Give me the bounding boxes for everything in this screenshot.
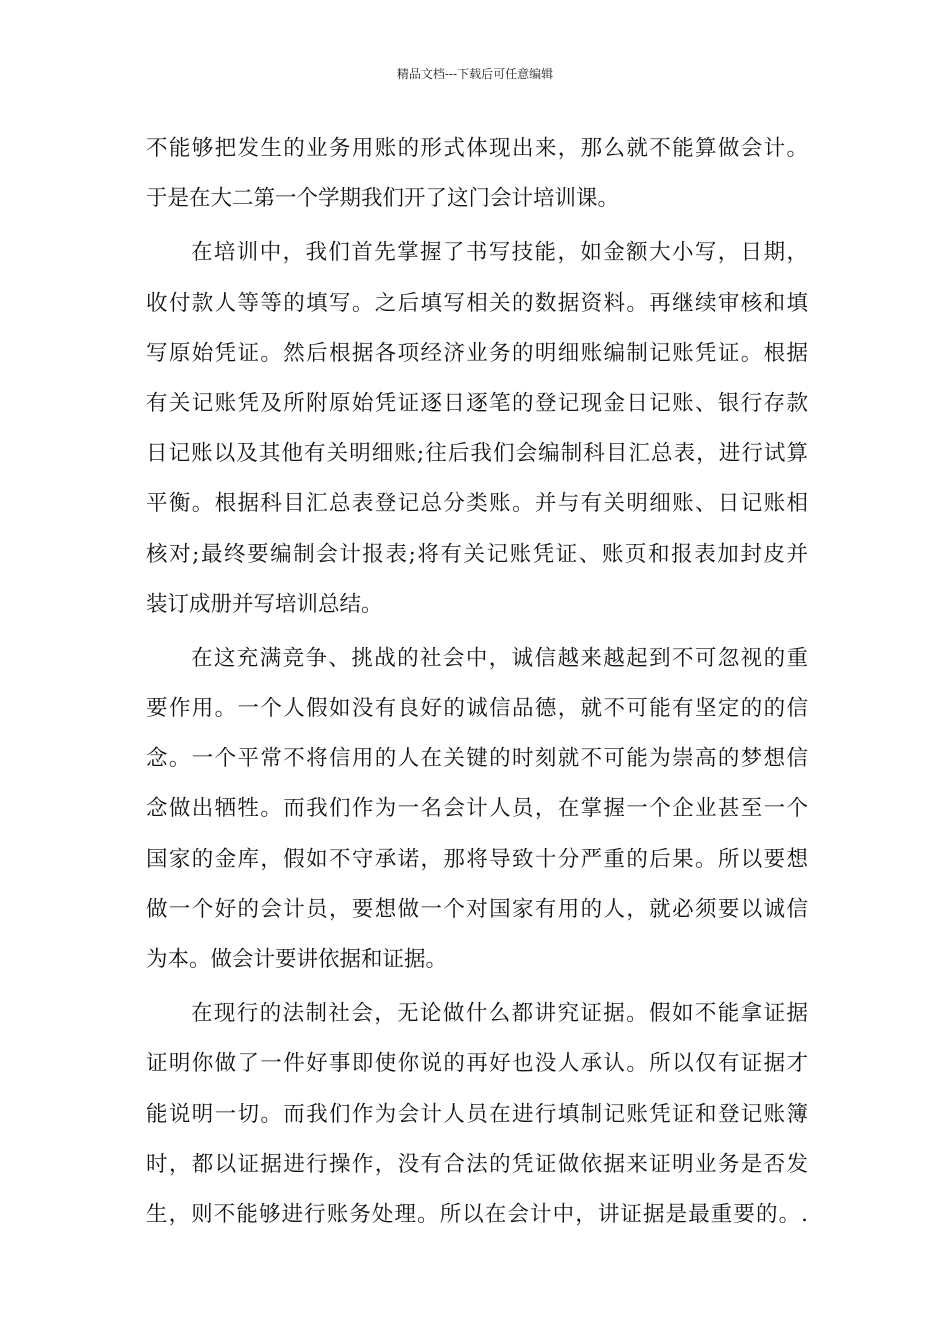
text-line: 做一个好的会计员，要想做一个对国家有用的人，就必须要以诚信 — [146, 896, 808, 922]
document-body — [146, 126, 808, 1242]
text-line: 为本。做会计要讲依据和证据。 — [146, 947, 448, 972]
text-line: 在培训中，我们首先掌握了书写技能，如金额大小写，日期， — [191, 240, 808, 266]
text-line: 收付款人等等的填写。之后填写相关的数据资料。再继续审核和填 — [146, 290, 808, 316]
text-line: 装订成册并写培训总结。 — [146, 591, 383, 617]
text-line: 生，则不能够进行账务处理。所以在会计中，讲证据是最重要的。. — [146, 1201, 808, 1227]
text-line: 能说明一切。而我们作为会计人员在进行填制记账凭证和登记账簿 — [146, 1101, 808, 1127]
text-line: 念。一个平常不将信用的人在关键的时刻就不可能为崇高的梦想信 — [146, 746, 808, 772]
text-line: 时，都以证据进行操作，没有合法的凭证做依据来证明业务是否发 — [146, 1151, 808, 1177]
text-line: 证明你做了一件好事即使你说的再好也没人承认。所以仅有证据才 — [146, 1051, 808, 1077]
text-line: 念做出牺牲。而我们作为一名会计人员，在掌握一个企业甚至一个 — [146, 796, 808, 822]
text-line: 平衡。根据科目汇总表登记总分类账。并与有关明细账、日记账相 — [146, 491, 808, 517]
paragraph-3 — [146, 636, 808, 987]
text-line: 在现行的法制社会，无论做什么都讲究证据。假如不能拿证据 — [191, 1001, 808, 1027]
text-line: 要作用。一个人假如没有良好的诚信品德，就不可能有坚定的的信 — [146, 696, 808, 722]
text-line: 不能够把发生的业务用账的形式体现出来，那么就不能算做会计。 — [146, 136, 808, 161]
page-header: 精品文档---下载后可任意编辑 — [396, 67, 554, 81]
text-line: 有关记账凭及所附原始凭证逐日逐笔的登记现金日记账、银行存款 — [146, 390, 808, 416]
text-line: 于是在大二第一个学期我们开了这门会计培训课。 — [146, 186, 620, 212]
text-line: 在这充满竞争、挑战的社会中，诚信越来越起到不可忽视的重 — [191, 645, 808, 671]
paragraph-1 — [146, 126, 808, 226]
paragraph-2 — [146, 230, 808, 632]
paragraph-4 — [146, 991, 808, 1242]
text-line: 核对;最终要编制会计报表;将有关记账凭证、账页和报表加封皮并 — [146, 541, 808, 567]
text-line: 日记账以及其他有关明细账;往后我们会编制科目汇总表，进行试算 — [146, 441, 808, 467]
text-line: 写原始凭证。然后根据各项经济业务的明细账编制记账凭证。根据 — [146, 340, 808, 366]
text-line: 国家的金库，假如不守承诺，那将导致十分严重的后果。所以要想 — [146, 846, 808, 872]
